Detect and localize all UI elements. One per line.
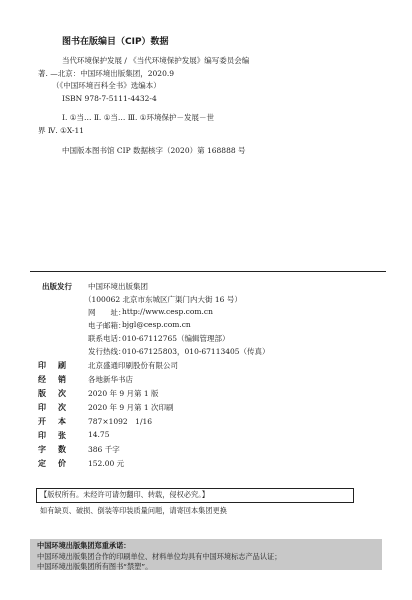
spec-value: 386 千字	[88, 445, 120, 454]
website-link[interactable]: http://www.cesp.com.cn	[122, 307, 213, 316]
promise-line: 中国环境出版集团所有图书“禁塑”。	[37, 562, 153, 571]
email-link[interactable]: bjgl@cesp.com.cn	[122, 320, 191, 329]
promise-title: 中国环境出版集团郑重承诺：	[37, 541, 131, 550]
contact-label: 网 址：	[88, 308, 126, 317]
spec-value: 2020 年 9 月第 1 次印刷	[88, 403, 174, 412]
contact-phone: 010-67112765（编辑管理部）	[122, 334, 230, 343]
spec-label: 开本	[38, 417, 78, 426]
promise-line: 中国环境出版集团合作的印刷单位、材料单位均具有中国环境标志产品认证；	[37, 552, 282, 561]
contact-label: 联系电话：	[88, 334, 126, 343]
spec-value: 14.75	[88, 430, 110, 439]
publisher-name: 中国环境出版集团	[88, 282, 148, 291]
spec-value: 152.00 元	[88, 459, 125, 468]
spec-label: 版次	[38, 389, 78, 398]
spec-value: 2020 年 9 月第 1 版	[88, 389, 159, 398]
publisher-label: 出版发行	[42, 282, 72, 291]
spec-value: 787×1092 1/16	[88, 417, 153, 426]
contact-label: 电子邮箱：	[88, 321, 126, 330]
spec-label: 定价	[38, 459, 78, 468]
spec-label: 印刷	[38, 361, 78, 370]
cip-line: 界 Ⅳ. ①X-11	[38, 126, 85, 135]
contact-label: 发行热线：	[88, 347, 126, 356]
sales-hotline: 010-67125803，010-67113405（传真）	[122, 347, 270, 356]
quality-notice: 如有缺页、破损、倒装等印装质量问题，请寄回本集团更换	[40, 506, 227, 515]
cip-heading: 图书在版编目（CIP）数据	[62, 37, 169, 47]
spec-value: 各地新华书店	[88, 375, 133, 384]
copyright-notice: 【版权所有。未经许可请勿翻印、转载，侵权必究。】	[40, 490, 209, 499]
spec-label: 印次	[38, 403, 78, 412]
spec-label: 经销	[38, 375, 78, 384]
cip-line: Ⅰ. ①当… Ⅱ. ①当… Ⅲ. ①环境保护－发展－世	[62, 113, 215, 122]
spec-label: 字数	[38, 445, 78, 454]
publisher-address: （100062 北京市东城区广渠门内大街 16 号）	[84, 295, 242, 304]
spec-label: 印张	[38, 431, 78, 440]
spec-value: 北京盛通印刷股份有限公司	[88, 361, 178, 370]
cip-line: 著. —北京：中国环境出版集团，2020.9	[38, 69, 175, 78]
cip-line: （《中国环境百科全书》选编本）	[52, 81, 161, 90]
cip-line: 中国版本图书馆 CIP 数据核字（2020）第 168888 号	[62, 146, 246, 155]
cip-line: 当代环境保护发展 / 《当代环境保护发展》编写委员会编	[62, 56, 250, 65]
divider-rule	[30, 271, 386, 272]
cip-line: ISBN 978-7-5111-4432-4	[62, 94, 157, 103]
